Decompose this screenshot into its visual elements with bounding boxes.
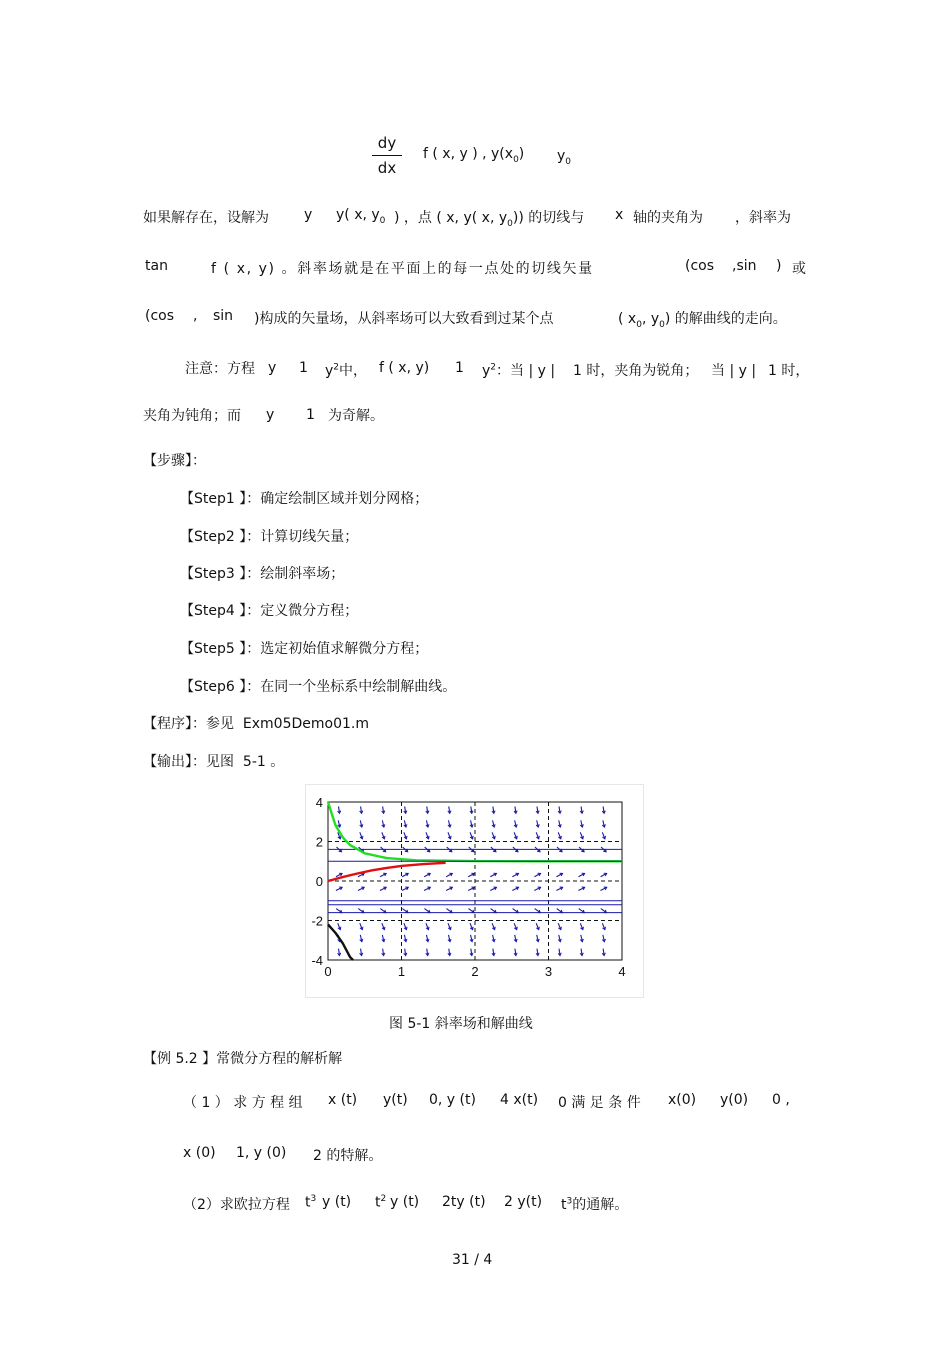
q1-e: 4 x(t) [500, 1092, 539, 1108]
note-p: 为奇解。 [328, 408, 384, 424]
q1-h: y(0) [720, 1092, 749, 1108]
q1-k: 1, y (0) [236, 1145, 287, 1161]
q1-j: x (0) [183, 1145, 216, 1161]
note-n: y [266, 407, 275, 423]
step-5: 【Step5 】：选定初始值求解微分方程； [180, 641, 429, 657]
para1-text-f: x [615, 207, 624, 223]
slope-field-chart [306, 785, 643, 997]
x-tick-label: 1 [397, 964, 406, 979]
para1-text-d: ) ，点 ( x, y( x, $y_0$)) 的切线与 [394, 210, 585, 229]
fraction-dy-dx [372, 134, 402, 177]
x-tick-label: 3 [544, 964, 553, 979]
slope-field-figure [305, 784, 644, 998]
q1-a: （ 1 ） 求 方 程 组 [183, 1095, 303, 1111]
note-c: 1 [299, 360, 308, 376]
q2-a: （2）求欧拉方程 [183, 1197, 290, 1213]
note-a: 注意：方程 [185, 361, 255, 377]
y-tick-label: 2 [315, 834, 323, 850]
note-g: 1 [455, 360, 464, 376]
note-m: 夹角为钝角；而 [143, 408, 241, 424]
step-3: 【Step3 】：绘制斜率场； [180, 566, 345, 582]
para3-text-d: )构成的矢量场，从斜率场可以大致看到过某个点 [254, 311, 554, 327]
y-tick-label: 4 [315, 795, 323, 810]
x-tick-label: 4 [618, 964, 626, 979]
para3-sin: sin [213, 308, 234, 324]
para1-text-c: y( x, $y_0$ [336, 207, 386, 226]
para1-text-a: 如果解存在，设解为 [143, 210, 269, 226]
steps-title: 【步骤】： [143, 453, 206, 469]
para3-comma: , [193, 308, 198, 324]
fraction-denominator: dx [377, 159, 397, 177]
para2-cos: (cos [685, 258, 715, 274]
q2-f: 2ty (t) [442, 1194, 486, 1210]
y-tick-label: -2 [311, 913, 323, 929]
q2-h: $t^3$的通解。 [561, 1196, 629, 1213]
note-k: 当 | y | [711, 363, 757, 379]
step-1: 【Step1 】：确定绘制区域并划分网格； [180, 491, 429, 507]
fraction-numerator: dy [377, 134, 397, 152]
note-l: 1 时， [768, 363, 810, 379]
para2-tan: tan [145, 258, 168, 274]
step-6: 【Step6 】：在同一个坐标系中绘制解曲线。 [180, 679, 457, 695]
q1-f: 0 满 足 条 件 [558, 1095, 641, 1111]
program-file-link[interactable]: Exm05Demo01.m [242, 716, 369, 732]
q1-d: 0, y (t) [429, 1092, 476, 1108]
series-y-0-0 [328, 863, 446, 881]
step-2: 【Step2 】：计算切线矢量； [180, 529, 359, 545]
para3-point: ( $x_0$, $y_0$) 的解曲线的走向。 [618, 311, 787, 330]
formula-y0: $y_0$ [557, 148, 572, 167]
x-tick-label: 0 [324, 964, 332, 979]
q1-b: x (t) [328, 1092, 358, 1108]
y-tick-label: 0 [315, 874, 323, 889]
para1-text-b: y [304, 207, 313, 223]
step-4: 【Step4 】：定义微分方程； [180, 603, 359, 619]
note-h: $y^2$：当 | y | [482, 362, 556, 379]
para2-sin: ,sin [732, 258, 757, 274]
page-number: 31 / 4 [452, 1252, 493, 1268]
para1-text-h: ，斜率为 [735, 210, 791, 226]
example-heading: 【例 5.2 】常微分方程的解析解 [143, 1051, 343, 1067]
para2-paren: ) [776, 258, 782, 274]
output-line: 【输出】：见图 5-1 。 [143, 754, 285, 770]
para2-or: 或 [792, 261, 806, 277]
note-o: 1 [306, 407, 315, 423]
formula-rhs: f ( x, y ) , $y(x_0)$ [423, 146, 525, 165]
q1-l: 2 的特解。 [313, 1148, 383, 1164]
q2-d: $t^2$ [375, 1194, 387, 1211]
q2-c: y (t) [322, 1194, 352, 1210]
q2-g: 2 y(t) [504, 1194, 543, 1210]
q1-c: y(t) [383, 1092, 408, 1108]
note-d: $y^2$中， [325, 362, 368, 379]
note-b: y [268, 360, 277, 376]
q2-e: y (t) [390, 1194, 420, 1210]
note-j: 1 时，夹角为锐角； [573, 363, 699, 379]
figure-caption: 图 5-1 斜率场和解曲线 [389, 1016, 533, 1032]
q1-g: x(0) [668, 1092, 697, 1108]
q1-i: 0 , [772, 1092, 790, 1108]
q2-b: $t^3$ [305, 1194, 317, 1211]
para1-text-g: 轴的夹角为 [633, 210, 703, 226]
para3-cos: (cos [145, 308, 175, 324]
note-f: f ( x, y) [379, 360, 430, 376]
program-line: 【程序】：参见 Exm05Demo01.m [143, 716, 369, 732]
para2-text-b: f ( x, y) 。斜率场就是在平面上的每一点处的切线矢量 [211, 261, 594, 277]
x-tick-label: 2 [471, 964, 479, 979]
y-tick-label: -4 [311, 953, 323, 968]
